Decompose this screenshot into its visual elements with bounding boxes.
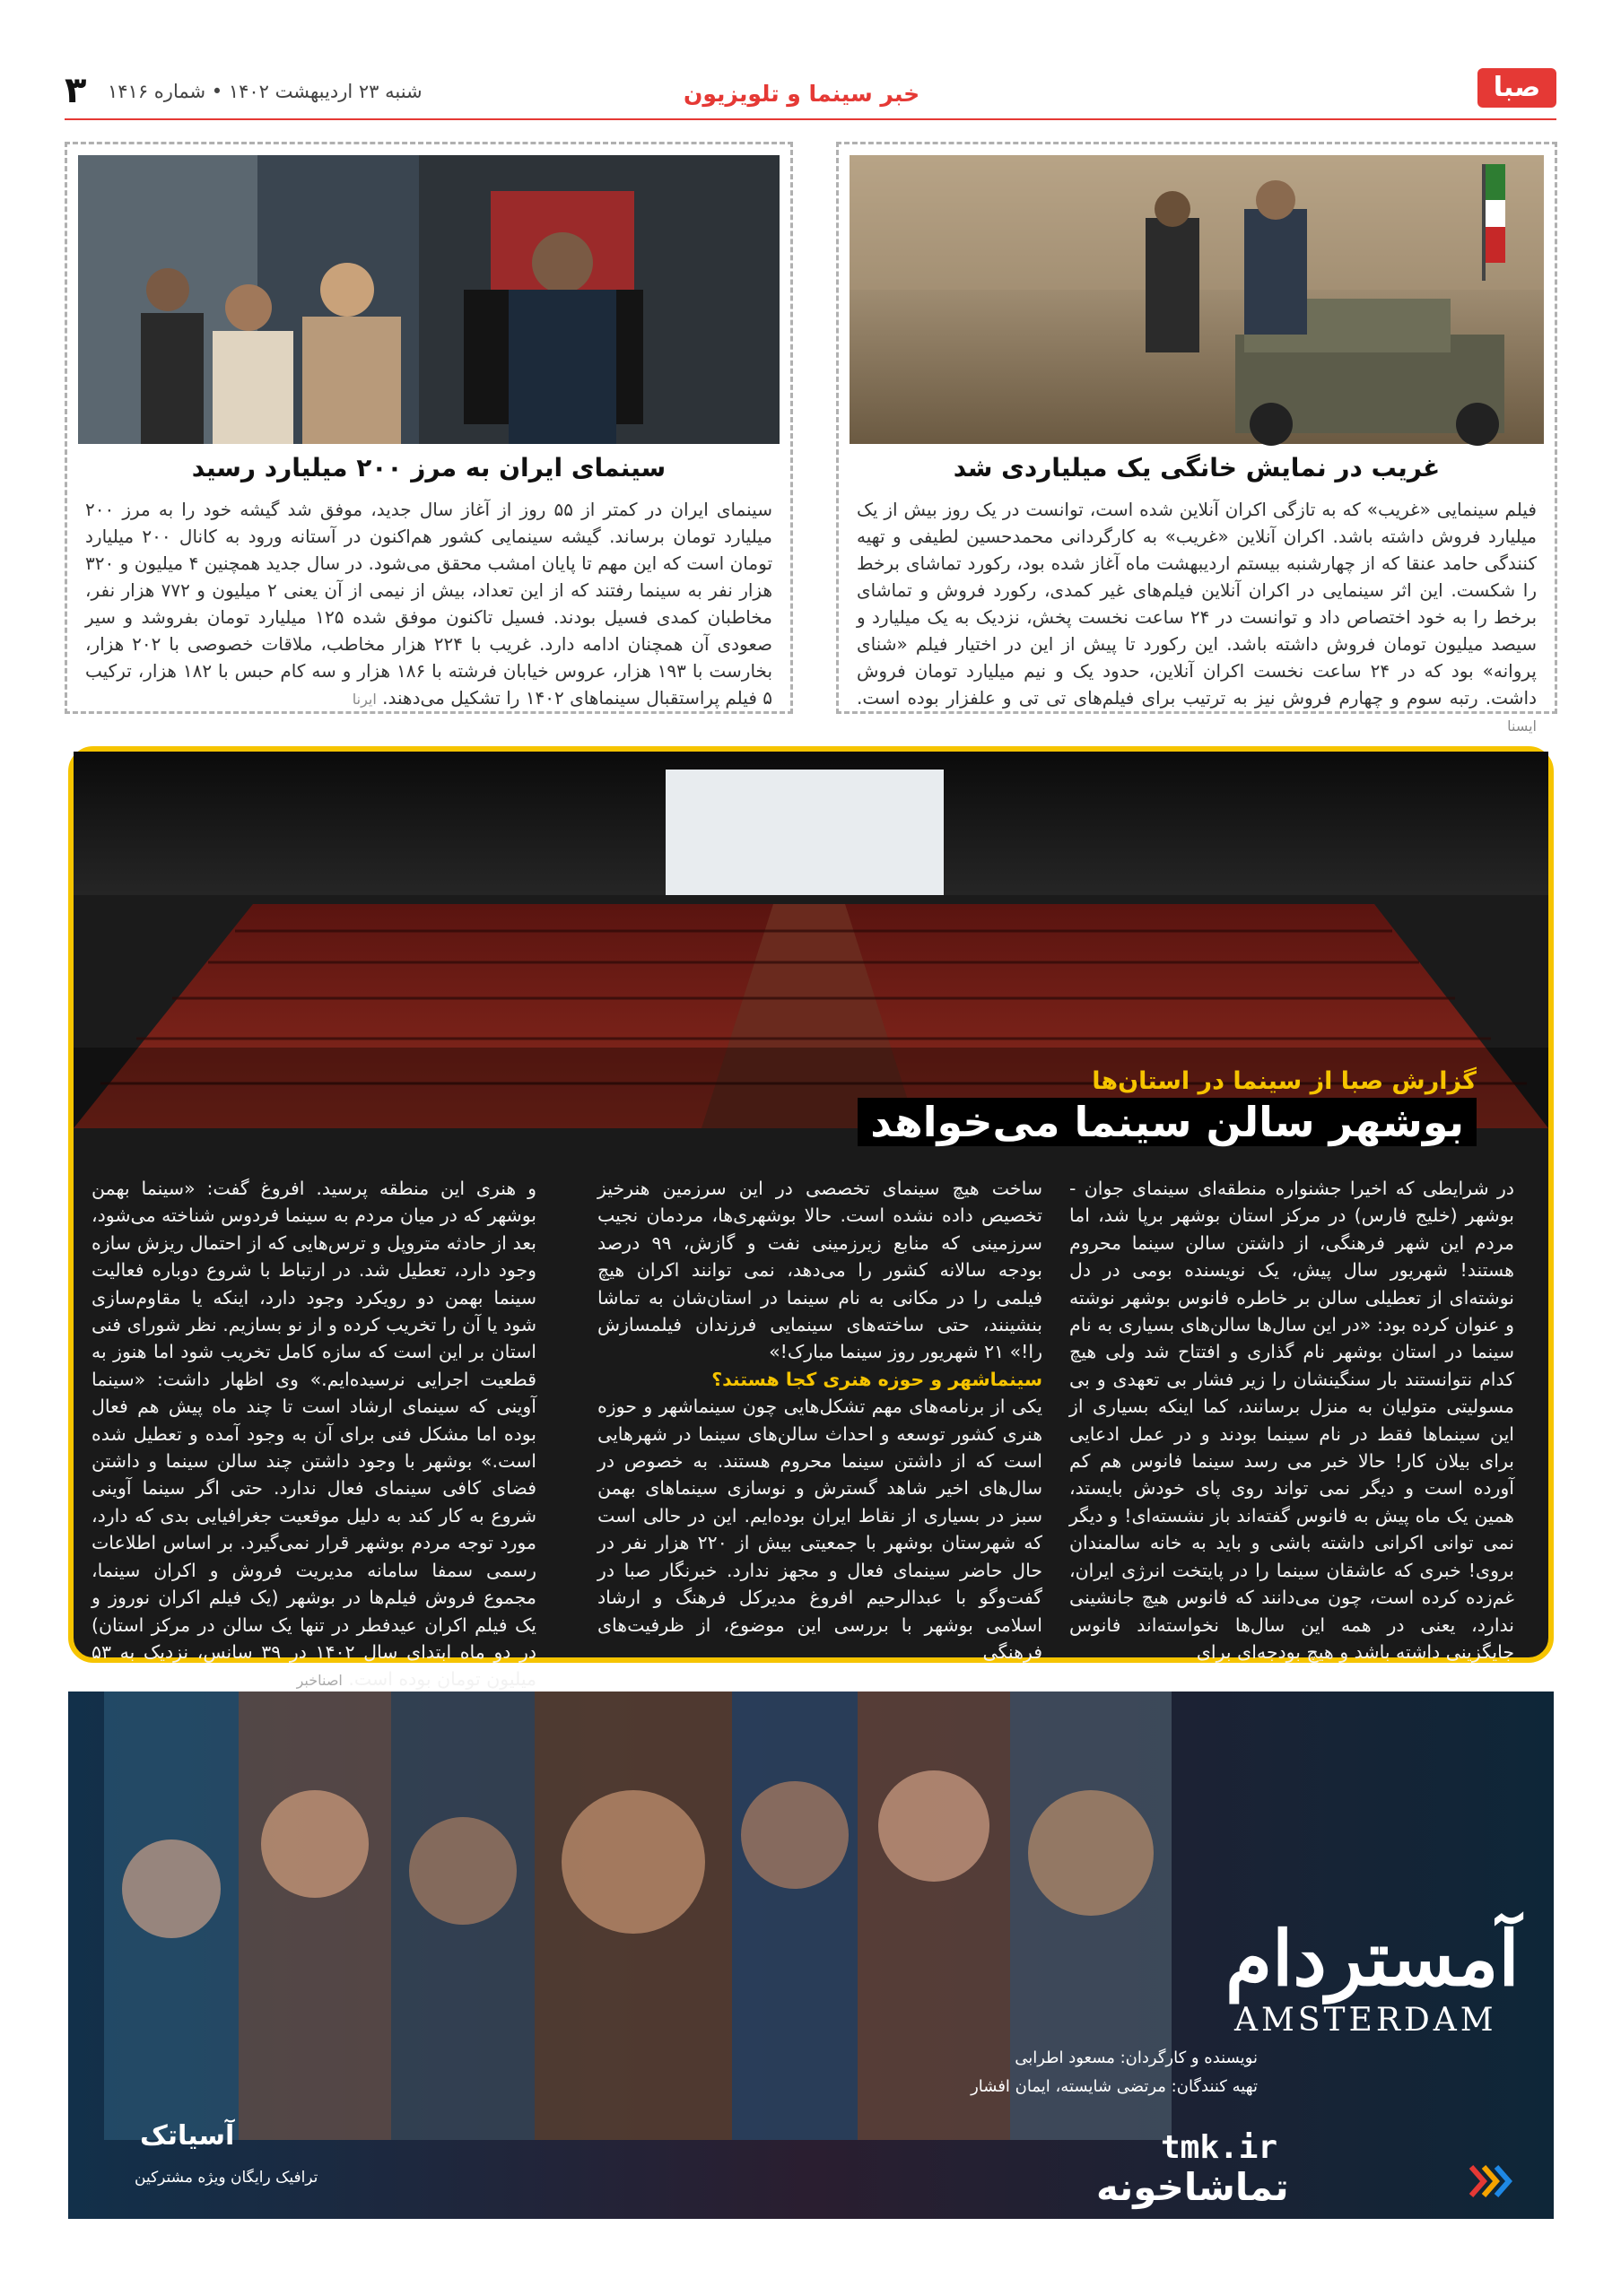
ad-partner-logo: آسیاتک xyxy=(140,2120,235,2152)
news-source-box-office: ایرنا xyxy=(352,691,377,708)
news-photo-box-office xyxy=(78,155,780,444)
news-photo-gharib xyxy=(850,155,1544,444)
news-body-gharib xyxy=(857,496,1537,740)
page-number: ۳ xyxy=(65,70,87,111)
feature-subhead: سینماشهر و حوزه هنری کجا هستند؟ xyxy=(711,1368,1042,1390)
feature-text-middle-2: یکی از برنامه‌های مهم تشکل‌هایی چون سینماشهر و حوزه هنری کشور توسعه و احداث سالن‌های سینما در شهرهایی است که از داشتن سینما محروم هستند. به خصوص در سال‌های اخیر شاهد گسترش و نوسازی سینماهای بهمن سبز در بسیاری از نقاط ایران بوده‌ایم. این در حالی است که شهرستان بوشهر با جمعیتی بیش از ۲۲۰ هزار نفر در حال حاضر سینمای فعال و مجهز ندارد. خبرنگار صبا در گفت‌وگو با عبدالرحیم افروغ مدیرکل فرهنگ و ارشاد اسلامی بوشهر با بررسی این موضوع، از ظرفیت‌های فرهنگی xyxy=(597,1396,1042,1663)
feature-headline: بوشهر سالن سینما می‌خواهد xyxy=(858,1098,1477,1146)
news-body-box-office xyxy=(85,496,772,713)
ad-director-credit: نویسنده و کارگردان: مسعود اطرابی xyxy=(1015,2048,1258,2067)
feature-text-middle-1: ساخت هیچ سینمای تخصصی در این سرزمین هنرخیز تخصیص داده نشده است. حالا بوشهری‌ها، مردمان نجیب سرزمینی که منابع زیرزمینی نفت و گازش، ۹۹ درصد بودجه سالانه کشور را می‌دهد، نمی توانند اکران هیچ فیلمی را در مکانی به نام سینما در استان‌شان به تماشا بنشینند، حتی ساخته‌های سینمایی فرزندان فیلمسازش را!» ۲۱ شهریور روز سینما مبارک!» xyxy=(597,1178,1042,1363)
feature-column-right xyxy=(1069,1175,1514,1665)
ad-brand-name: تماشاخونه xyxy=(1096,2165,1289,2209)
feature-report xyxy=(68,746,1554,1691)
news-box-gharib xyxy=(836,142,1557,735)
feature-column-left xyxy=(92,1175,536,1695)
feature-text-right: در شرایطی که اخیرا جشنواره منطقه‌ای سینمای جوان - بوشهر (خلیج فارس) در مرکز استان بوشهر برپا شد، اما مردم این شهر فرهنگی، از داشتن سالن سینما محروم هستند! شهریور سال پیش، یک نویسنده بومی در دل نوشته‌ای از تعطیلی سالن بر خاطره فانوس بوشهر نوشته و عنوان کرده بود: «در این سال‌ها سالن‌های بسیاری به نام سینما در استان بوشهر نام گذاری و افتتاح شد ولی هیچ کدام نتوانستند بار سنگینشان را زیر فشار بی تعهدی و بی مسولیتی متولیان به منزل برسانند، کما اینکه بسیاری از این سینماها فقط در نام سینما بودند و در عمل ادعایی برای بیلان کار! حالا خبر می رسد سینما فانوس هم کم آورده است و دیگر نمی تواند روی پای خودش بایستد، همین یک ماه پیش به فانوس گفته‌اند باز نشسته‌ای! و دیگر نمی توانی اکرانی داشته باشی و باید به خانه سالمندان بروی! خبری که عاشقان سینما را در پایتخت انرژی ایران، غم‌زده کرده است، چون می‌دانند که فانوس هیچ جانشینی ندارد، یعنی در همه این سال‌ها نخواسته‌اند فانوس جایگزینی داشته باشد و هیچ بودجه‌ای برای xyxy=(1069,1178,1514,1663)
advertisement-amsterdam[interactable] xyxy=(68,1692,1554,2219)
ad-movie-title-fa: آمستردام xyxy=(1225,1914,1520,2003)
ad-producer-credit: تهیه کنندگان: مرتضی شایسته، ایمان افشار xyxy=(971,2077,1258,2096)
news-box-box-office xyxy=(65,142,793,714)
news-text-box-office: سینمای ایران در کمتر از ۵۵ روز از آغاز سال جدید، موفق شد گیشه خود را به مرز ۲۰۰ میلیارد تومان برساند. گیشه سینمایی کشور هم‌اکنون در آستانه ورود به کانال ۲۰۰ میلیارد تومان است که این مهم تا پایان امشب محقق می‌شود. در سال جدید همچنین ۴ میلیون و ۳۲۰ هزار نفر به سینما رفتند که از این تعداد، بیش از نیمی از آن یعنی ۲ میلیون و ۷۷۲ هزار نفر، مخاطبان کمدی فسیل بودند. فسیل تاکنون موفق شده ۱۲۵ میلیارد تومان بفروشد و سیر صعودی آن همچنان ادامه دارد. غریب با ۲۲۴ هزار مخاطب، ملاقات خصوصی با ۲۰۲ هزار، بخارست با ۱۹۳ هزار، عروس خیابان فرشته با ۱۸۶ هزار و سه کام حبس با ۱۸۲ هزار، ترکیب ۵ فیلم پراستقبال سینماهای ۱۴۰۲ را تشکیل می‌دهند. xyxy=(85,499,773,709)
newspaper-logo: صبا xyxy=(1477,68,1556,108)
ad-traffic-note: ترافیک رایگان ویژه مشترکین xyxy=(135,2169,318,2187)
feature-supertitle: گزارش صبا از سینما در استان‌ها xyxy=(1092,1067,1477,1095)
chevron-logo-icon xyxy=(1468,2163,1512,2199)
section-title: خبر سینما و تلویزیون xyxy=(684,81,920,107)
ad-movie-title-en: AMSTERDAM xyxy=(1234,2002,1497,2039)
news-title-box-office: سینمای ایران به مرز ۲۰۰ میلیارد رسید xyxy=(191,453,667,483)
ad-website-link[interactable]: tmk.ir xyxy=(1161,2129,1278,2166)
news-text-gharib: فیلم سینمایی «غریب» که به تازگی اکران آنلاین شده است، توانست در یک روز بیش از یک میلیارد فروش داشته باشد. اکران آنلاین «غریب» به کارگردانی محمدحسین لطیفی و تهیه کنندگی حامد عنقا که از چهارشنبه بیستم اردیبهشت ماه آغاز شده بود، رکورد تماشای برخط را شکست. این اثر سینمایی در اکران آنلاین فیلم‌های غیر کمدی، رکورد فروش و تماشای برخط را به خود اختصاص داد و توانست در ۲۴ ساعت نخست پخش، نزدیک به یک میلیارد و سیصد میلیون تومان فروش داشته باشد. این رکورد تا پیش از این در اختیار فیلم «شنای پروانه» بود که در ۲۴ ساعت نخست اکران آنلاین، حدود یک و نیم میلیارد تومان فروش داشت. رتبه سوم و چهارم فروش نیز به ترتیب برای فیلم‌های تی تی و علفزار بوده است. xyxy=(857,499,1538,709)
feature-column-middle xyxy=(597,1175,1042,1665)
issue-date: شنبه ۲۳ اردیبهشت ۱۴۰۲ • شماره ۱۴۱۶ xyxy=(108,81,423,102)
page-header xyxy=(65,65,1556,120)
news-title-gharib: غریب در نمایش خانگی یک میلیاردی شد xyxy=(953,453,1441,483)
news-source-gharib: ایسنا xyxy=(1507,718,1537,735)
feature-source: اصناخبر xyxy=(296,1672,343,1690)
feature-text-left: و هنری این منطقه پرسید. افروغ گفت: «سینما بهمن بوشهر که در میان مردم به سینما فردوس شناخته می‌شود، بعد از حادثه متروپل و ترس‌هایی که از احتمال ریزش سازه وجود دارد، تعطیل شد. در ارتباط با شروع دوباره فعالیت سینما بهمن دو رویکرد وجود دارد، اینکه یا مقاوم‌سازی شود یا آن را تخریب کرده و از نو بسازیم. نظر شورای فنی استان بر این است که سازه کامل تخریب شود اما هنوز به قطعیت اجرایی نرسیده‌ایم.» وی اظهار داشت: «سینما آوینی که سینمای ارشاد است تا چند ماه پیش هم فعال بوده اما مشکل فنی برای آن به وجود آمده و تعطیل شده است.» بوشهر با وجود داشتن چند سالن سینما و داشتن فضای کافی سینمای فعال ندارد. حتی اگر سینما آوینی شروع به کار کند به دلیل موقعیت جغرافیایی بدی که دارد، مورد توجه مردم بوشهر قرار نمی‌گیرد. بر اساس اطلاعات رسمی سمفا سامانه مدیریت فروش و اکران سینما، مجموع فروش فیلم‌ها در بوشهر (یک فیلم اکران نوروز و یک فیلم اکران عیدفطر در تنها یک سالن در مرکز استان) در دو ماه ابتدای سال ۱۴۰۲ در ۳۹ سانس، نزدیک به ۵۳ میلیون تومان بوده است. xyxy=(92,1178,537,1691)
